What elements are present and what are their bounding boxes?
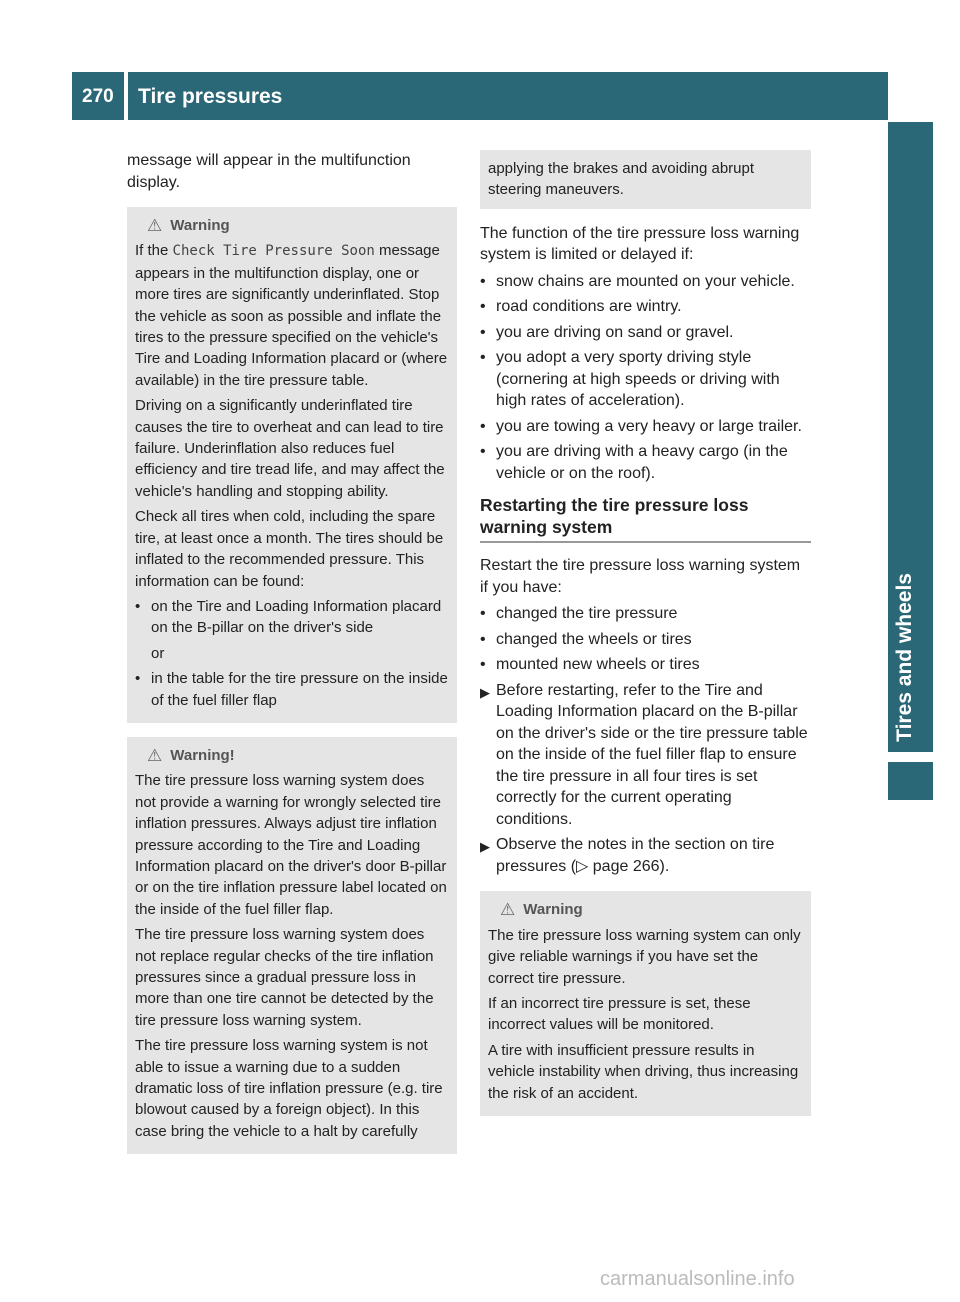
- list-item: [480, 416, 811, 438]
- warning-paragraph: A tire with insufficient pressure results in vehicle instability when driving, thus increasing the risk of an accident.: [488, 1041, 799, 1102]
- warning-heading: [488, 899, 803, 920]
- bullet-icon: •: [480, 323, 486, 341]
- list-item: [135, 668, 449, 711]
- warning-box-3: [480, 891, 811, 1116]
- list-item-text: road conditions are wintry.: [496, 298, 682, 316]
- left-column: [127, 150, 457, 1168]
- warning-paragraph: The tire pressure loss warning system does not provide a warning for wrongly selected tire inflation pressures. Always adjust tire inflation pressure according to the Tire and Loading Information placard on the driver's door B-pillar or on the tire inflation pressure label located on the inside of the fuel filler flap.: [135, 772, 447, 918]
- warning-triangle-icon: ⚠: [500, 900, 516, 920]
- warning-title: Warning: [523, 901, 583, 919]
- intro-text: message will appear in the multifunction display.: [127, 152, 411, 191]
- section-heading: Restarting the tire pressure loss warning system: [480, 494, 811, 543]
- page-number: 270: [82, 86, 114, 107]
- display-message-code: Check Tire Pressure Soon: [172, 243, 375, 260]
- list-item-text: you are driving with a heavy cargo (in the vehicle or on the roof).: [496, 443, 788, 482]
- warning-heading: [135, 745, 449, 766]
- section-sidebar: [888, 122, 933, 752]
- bullet-icon: •: [135, 597, 141, 615]
- list-item: [480, 322, 811, 344]
- bullet-icon: •: [480, 656, 486, 674]
- step-text: Before restarting, refer to the Tire and Loading Information placard on the B-pillar on the driver's side or the tire pressure table on the inside of the fuel filler flap to ensure the tire pressure in all four tires is set correctly for the current operating conditions.: [496, 681, 808, 828]
- continued-warning-box: [480, 150, 811, 209]
- instruction-step: [480, 680, 811, 831]
- list-item: [480, 296, 811, 318]
- list-item: [135, 596, 449, 639]
- list-item-text: snow chains are mounted on your vehicle.: [496, 272, 795, 290]
- section-label: Tires and wheels: [893, 573, 916, 742]
- warning-title: Warning: [170, 217, 230, 234]
- limited-intro: The function of the tire pressure loss warning system is limited or delayed if:: [480, 224, 800, 264]
- bullet-icon: •: [135, 670, 141, 688]
- restart-intro: Restart the tire pressure loss warning system if you have:: [480, 557, 801, 596]
- warning-box-2: [127, 737, 457, 1154]
- bullet-icon: •: [480, 349, 486, 367]
- bullet-icon: •: [480, 272, 486, 290]
- text-span: message appears in the multifunction display, one or more tires are significantly underinflated. Stop the vehicle as soon as possible and inflate the tires to the pressure specified on the vehicle's Tire and Loading Information placard or (where available) in the tire pressure table.: [135, 242, 448, 389]
- warning-title: Warning!: [170, 746, 235, 764]
- list-item-text: you are driving on sand or gravel.: [496, 323, 734, 341]
- bullet-icon: •: [480, 443, 486, 461]
- warning-triangle-icon: ⚠: [147, 216, 163, 235]
- list-item: [480, 271, 811, 293]
- header-separator: [124, 72, 128, 120]
- watermark: carmanualsonline.info: [600, 1268, 795, 1290]
- warning-paragraph: The tire pressure loss warning system does not replace regular checks of the tire inflation pressures since a gradual pressure loss in more than one tire cannot be detected by the tire pressure loss warning system.: [135, 926, 434, 1029]
- warning-paragraph: If an incorrect tire pressure is set, these incorrect values will be monitored.: [488, 994, 751, 1034]
- page-header: [72, 72, 888, 120]
- warning-paragraph: applying the brakes and avoiding abrupt steering maneuvers.: [488, 160, 755, 199]
- sidebar-tab: [888, 762, 933, 800]
- page-title: Tire pressures: [138, 85, 283, 108]
- list-item: [480, 603, 811, 625]
- list-item-text: you are towing a very heavy or large trailer.: [496, 417, 802, 435]
- bullet-icon: •: [480, 605, 486, 623]
- warning-triangle-icon: ⚠: [147, 745, 163, 765]
- list-item-text: changed the tire pressure: [496, 605, 678, 623]
- warning-paragraph: The tire pressure loss warning system can only give reliable warnings if you have set the correct tire pressure.: [488, 926, 801, 987]
- step-arrow-icon: ▶: [480, 684, 490, 700]
- warning-heading: [135, 215, 449, 236]
- warning-paragraph: Driving on a significantly underinflated tire causes the tire to overheat and can lead to tire failure. Underinflation also reduces fuel efficiency and tire tread life, and may affect the vehicle's handling and stopping ability.: [135, 397, 445, 500]
- text-span: If the: [135, 242, 173, 260]
- warning-box-1: [127, 207, 457, 723]
- or-text: or: [151, 644, 165, 662]
- step-text: Observe the notes in the section on tire pressures (▷ page 266).: [496, 836, 775, 875]
- list-item-text: changed the wheels or tires: [496, 630, 692, 648]
- list-item-text: on the Tire and Loading Information placard on the B-pillar on the driver's side: [151, 597, 442, 637]
- list-item-text: you adopt a very sporty driving style (cornering at high speeds or driving with high rates of acceleration).: [496, 349, 780, 410]
- warning-paragraph: Check all tires when cold, including the spare tire, at least once a month. The tires should be inflated to the recommended pressure. This information can be found:: [135, 508, 444, 590]
- bullet-icon: •: [480, 417, 486, 435]
- warning-paragraph: The tire pressure loss warning system is not able to issue a warning due to a sudden dramatic loss of tire inflation pressure (e.g. tire blowout caused by a foreign object). In this case bring the vehicle to a halt by carefully: [135, 1037, 443, 1140]
- list-item: [480, 654, 811, 676]
- list-item: [480, 629, 811, 651]
- bullet-icon: •: [480, 298, 486, 316]
- warning-paragraph: [135, 240, 449, 391]
- instruction-step: [480, 834, 811, 877]
- list-item: [480, 347, 811, 412]
- list-item: [480, 441, 811, 484]
- right-column: [480, 150, 811, 1130]
- list-item-text: in the table for the tire pressure on the inside of the fuel filler flap: [151, 670, 448, 709]
- list-item-text: mounted new wheels or tires: [496, 656, 700, 674]
- step-arrow-icon: ▶: [480, 839, 490, 855]
- bullet-icon: •: [480, 630, 486, 648]
